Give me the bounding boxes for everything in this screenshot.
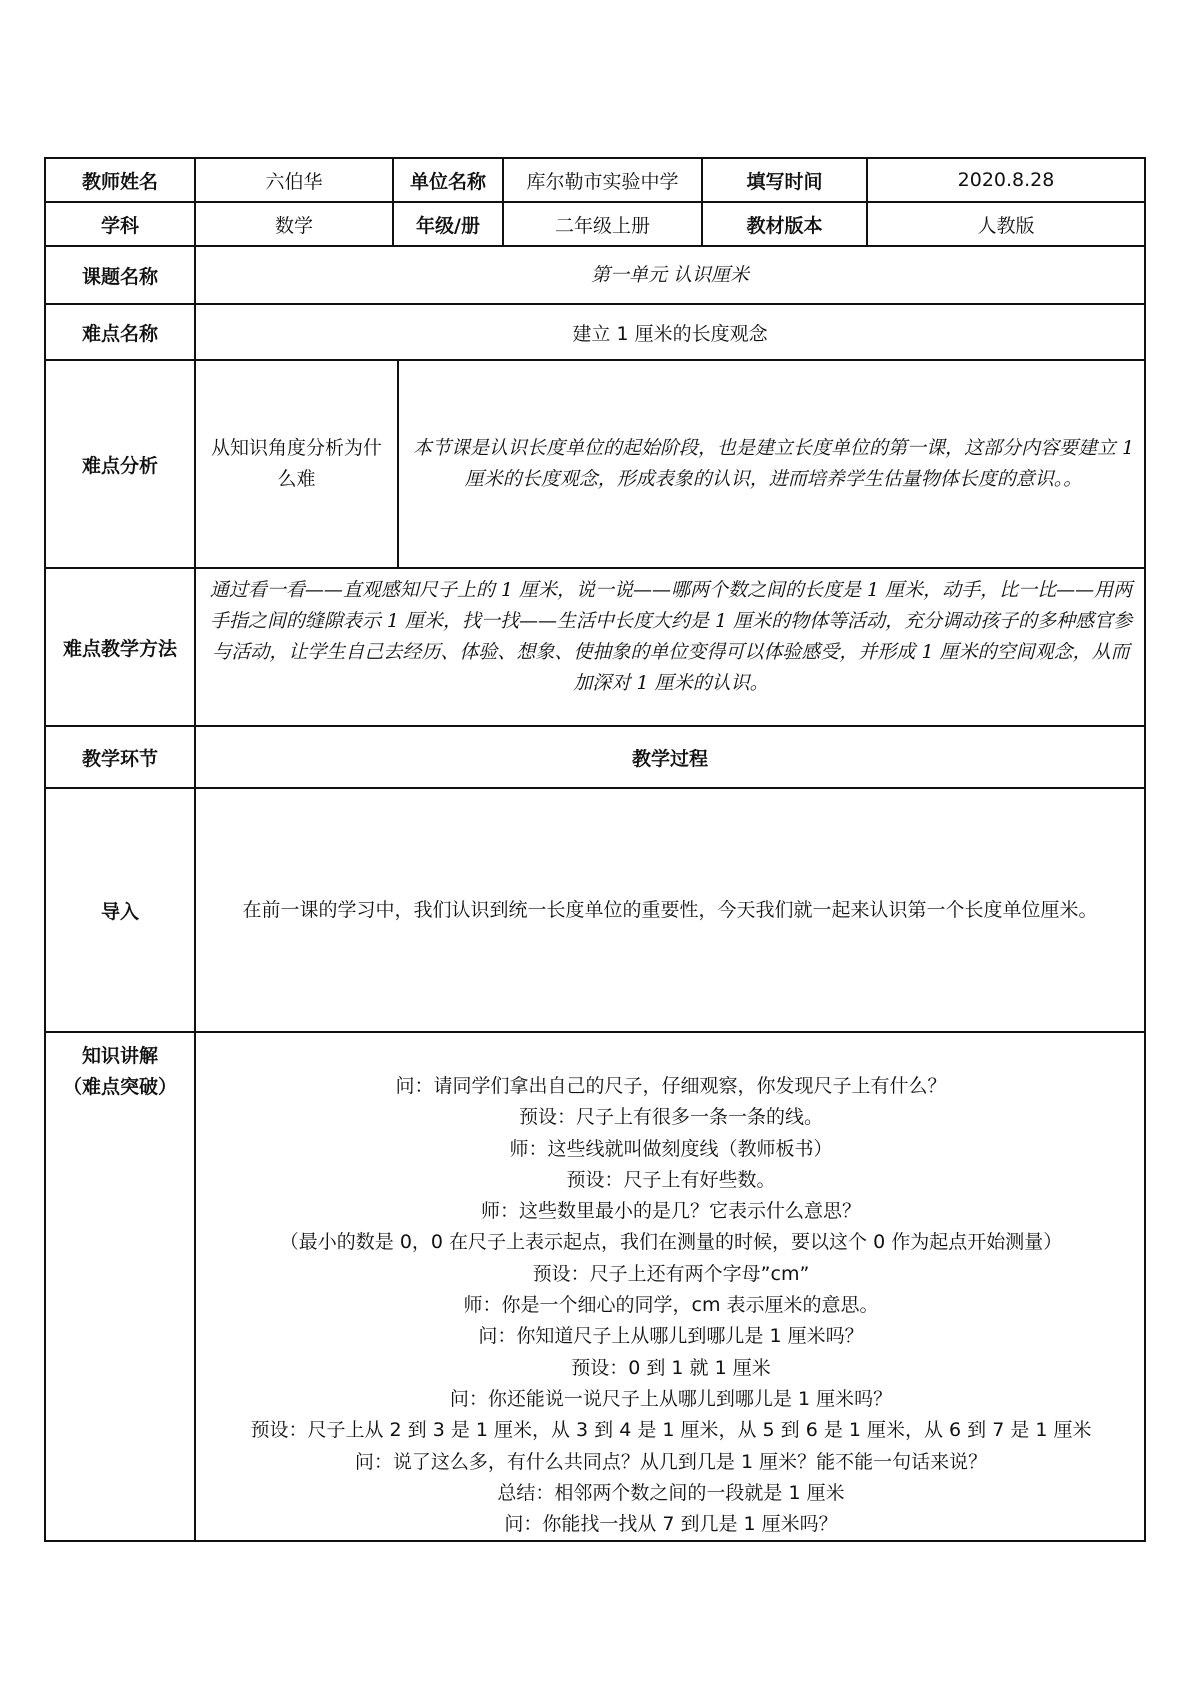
difficulty-label: 难点名称 [45, 304, 195, 360]
analysis-row [45, 360, 1145, 568]
header-row-1 [45, 158, 1145, 202]
knowledge-line: 问：你能找一找从 7 到几是 1 厘米吗？ [504, 1513, 838, 1536]
knowledge-row [45, 1032, 1145, 1541]
grade-value: 二年级上册 [503, 202, 702, 246]
process-stage-label: 教学环节 [45, 726, 195, 788]
difficulty-row [45, 304, 1145, 360]
knowledge-line: 问：说了这么多，有什么共同点？从几到几是 1 厘米？能不能一句话来说？ [354, 1450, 988, 1473]
knowledge-label-line1: 知识讲解 [81, 1045, 158, 1067]
topic-row [45, 246, 1145, 304]
process-content-label: 教学过程 [195, 726, 1145, 788]
grade-label: 年级/册 [393, 202, 503, 246]
knowledge-line: 问：请同学们拿出自己的尺子，仔细观察，你发现尺子上有什么？ [395, 1075, 947, 1097]
method-label: 难点教学方法 [45, 568, 195, 726]
knowledge-line: 问：你还能说一说尺子上从哪儿到哪儿是 1 厘米吗？ [449, 1387, 893, 1410]
unit-value: 库尔勒市实验中学 [503, 158, 702, 202]
knowledge-line: 预设：尺子上还有两个字母”cm” [532, 1262, 810, 1285]
knowledge-line: 预设：0 到 1 就 1 厘米 [571, 1356, 771, 1379]
knowledge-line: 预设：尺子上有很多一条一条的线。 [519, 1106, 824, 1129]
topic-value: 第一单元 认识厘米 [195, 246, 1145, 304]
intro-label: 导入 [45, 788, 195, 1032]
teacher-name-value: 六伯华 [195, 158, 393, 202]
knowledge-line: （最小的数是 0，0 在尺子上表示起点，我们在测量的时候，要以这个 0 作为起点开始测量） [279, 1231, 1063, 1254]
knowledge-line: 师：你是一个细心的同学，cm 表示厘米的意思。 [463, 1294, 879, 1317]
fill-date-value: 2020.8.28 [867, 158, 1145, 202]
method-text: 通过看一看——直观感知尺子上的 1 厘米，说一说——哪两个数之间的长度是 1 厘米，动手，比一比——用两手指之间的缝隙表示 1 厘米，找一找——生活中长度大约是 1 厘米的物体等活动，充分调动孩子的多种感官参与活动，让学生自己去经历、体验、想象、使抽象的单位变得可以体验感受，并形成 1 厘米的空间观念，从而加深对 1 厘米的认识。 [195, 568, 1145, 726]
unit-label: 单位名称 [393, 158, 503, 202]
knowledge-label-line2: （难点突破） [62, 1076, 177, 1098]
intro-text: 在前一课的学习中，我们认识到统一长度单位的重要性，今天我们就一起来认识第一个长度单位厘米。 [195, 788, 1145, 1032]
lesson-content-table [44, 245, 1146, 1542]
analysis-label: 难点分析 [45, 360, 195, 568]
knowledge-line: 预设：尺子上有好些数。 [566, 1168, 776, 1191]
edition-label: 教材版本 [702, 202, 867, 246]
knowledge-line: 预设：尺子上从 2 到 3 是 1 厘米，从 3 到 4 是 1 厘米，从 5 到 6 是 1 厘米，从 6 到 7 是 1 厘米 [250, 1419, 1092, 1442]
header-info-table [44, 157, 1146, 247]
analysis-text: 本节课是认识长度单位的起始阶段，也是建立长度单位的第一课，这部分内容要建立 1 厘米的长度观念，形成表象的认识，进而培养学生估量物体长度的意识。。 [398, 360, 1145, 568]
subject-label: 学科 [45, 202, 195, 246]
fill-date-label: 填写时间 [702, 158, 867, 202]
knowledge-line: 师：这些线就叫做刻度线（教师板书） [509, 1137, 833, 1160]
analysis-sub-label: 从知识角度分析为什么难 [195, 360, 398, 568]
teacher-name-label: 教师姓名 [45, 158, 195, 202]
difficulty-value: 建立 1 厘米的长度观念 [195, 304, 1145, 360]
knowledge-line: 总结：相邻两个数之间的一段就是 1 厘米 [497, 1481, 845, 1504]
knowledge-line: 师：这些数里最小的是几？它表示什么意思？ [481, 1200, 862, 1223]
knowledge-body [195, 1032, 1145, 1541]
header-row-2 [45, 202, 1145, 246]
process-header-row [45, 726, 1145, 788]
intro-row [45, 788, 1145, 1032]
subject-value: 数学 [195, 202, 393, 246]
method-row [45, 568, 1145, 726]
edition-value: 人教版 [867, 202, 1145, 246]
topic-label: 课题名称 [45, 246, 195, 304]
knowledge-line: 问：你知道尺子上从哪儿到哪儿是 1 厘米吗？ [478, 1325, 864, 1348]
knowledge-label [45, 1032, 195, 1541]
